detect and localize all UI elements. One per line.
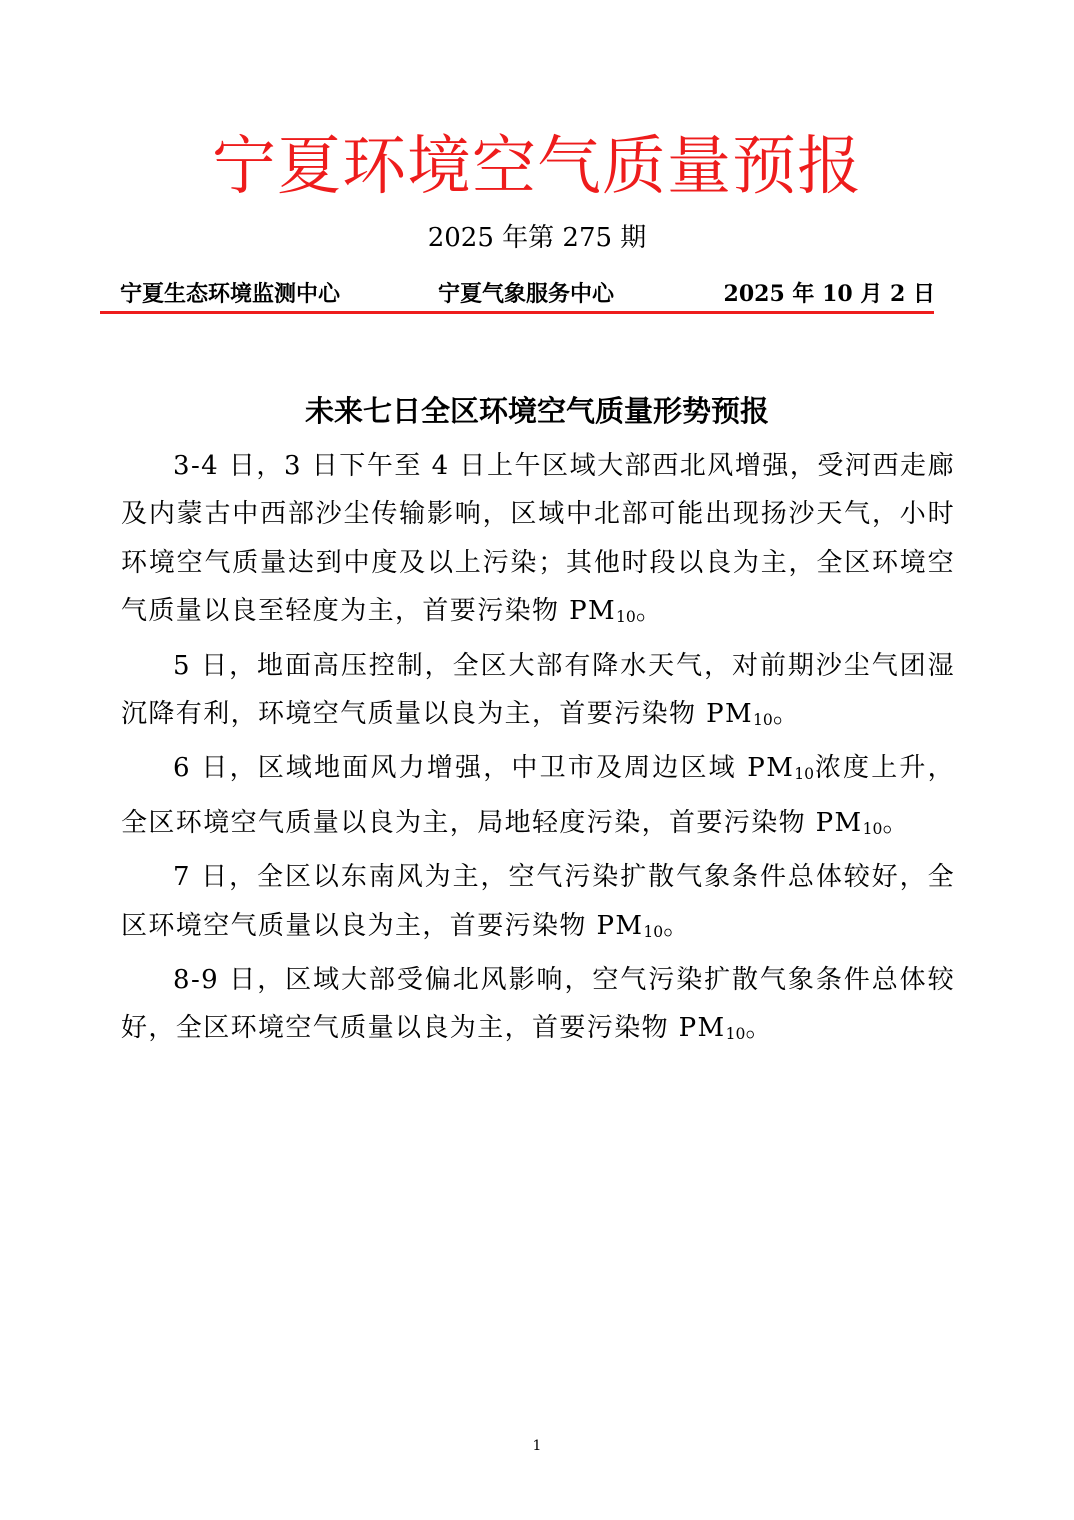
page-number: 1 [532,1438,542,1454]
masthead-title: 宁夏环境空气质量预报 [212,130,862,204]
issue-number: 2025 年第 275 期 [427,223,647,253]
agency-meteorological-service: 宁夏气象服务中心 [438,281,615,307]
forecast-paragraph: 7 日，全区以东南风为主，空气污染扩散气象条件总体较好，全区环境空气质量以良为主，首要污染物 PM10。 [121,862,955,941]
forecast-paragraph: 5 日，地面高压控制，全区大部有降水天气，对前期沙尘气团湿沉降有利，环境空气质量以良为主，首要污染物 PM10。 [121,650,955,730]
forecast-heading: 未来七日全区环境空气质量形势预报 [304,394,769,428]
agency-environment-monitoring: 宁夏生态环境监测中心 [120,281,341,307]
forecast-body [121,442,955,1059]
agency-line [120,276,935,312]
forecast-paragraph: 8-9 日，区域大部受偏北风影响，空气污染扩散气象条件总体较好，全区环境空气质量以良为主，首要污染物 PM10。 [121,965,955,1044]
publication-date: 2025 年 10 月 2 日 [723,281,935,307]
forecast-paragraph: 3-4 日，3 日下午至 4 日上午区域大部西北风增强，受河西走廊及内蒙古中西部沙尘传输影响，区域中北部可能出现扬沙天气，小时环境空气质量达到中度及以上污染；其他时段以良为主，全区环境空气质量以良至轻度为主，首要污染物 PM10。 [121,451,955,627]
red-divider-line [100,311,934,314]
forecast-paragraph: 6 日，区域地面风力增强，中卫市及周边区域 PM10浓度上升，全区环境空气质量以良为主，局地轻度污染，首要污染物 PM10。 [121,753,955,838]
